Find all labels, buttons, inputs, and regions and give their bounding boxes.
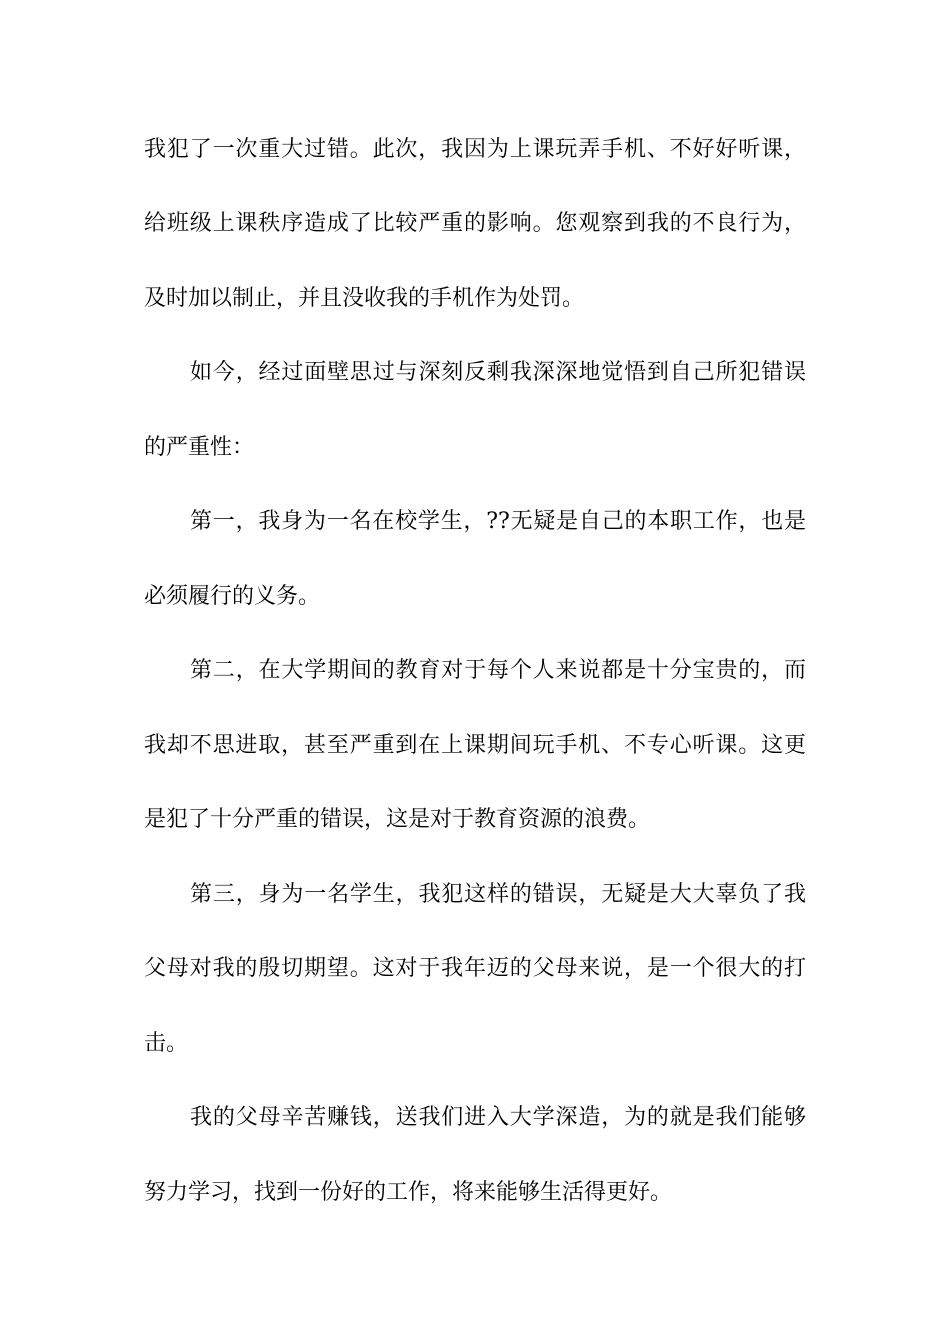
paragraph-first-line: 第二，在大学期间的教育对于每个人来说都是十分宝贵的，而 bbox=[190, 658, 806, 683]
text-line: 我却不思进取，甚至严重到在上课期间玩手机、不专心听课。这更 bbox=[144, 733, 806, 758]
paragraph-first-line: 第三，身为一名学生，我犯这样的错误，无疑是大大辜负了我 bbox=[190, 882, 806, 907]
paragraph-first-line: 我的父母辛苦赚钱，送我们进入大学深造，为的就是我们能够 bbox=[190, 1105, 806, 1130]
text-line: 给班级上课秩序造成了比较严重的影响。您观察到我的不良行为， bbox=[144, 211, 806, 236]
text-line: 必须履行的义务。 bbox=[144, 584, 321, 609]
text-line: 击。 bbox=[144, 1031, 189, 1056]
paragraph-first-line: 第一，我身为一名在校学生，??无疑是自己的本职工作，也是 bbox=[190, 509, 806, 534]
text-line: 的严重性： bbox=[144, 435, 255, 460]
text-line: 我犯了一次重大过错。此次，我因为上课玩弄手机、不好好听课， bbox=[144, 137, 806, 162]
paragraph-first-line: 如今，经过面壁思过与深刻反剩我深深地觉悟到自己所犯错误 bbox=[190, 360, 806, 385]
text-line: 是犯了十分严重的错误，这是对于教育资源的浪费。 bbox=[144, 807, 651, 832]
text-line: 努力学习，找到一份好的工作，将来能够生活得更好。 bbox=[144, 1180, 673, 1205]
text-line: 父母对我的殷切期望。这对于我年迈的父母来说，是一个很大的打 bbox=[144, 956, 806, 981]
text-line: 及时加以制止，并且没收我的手机作为处罚。 bbox=[144, 286, 585, 311]
